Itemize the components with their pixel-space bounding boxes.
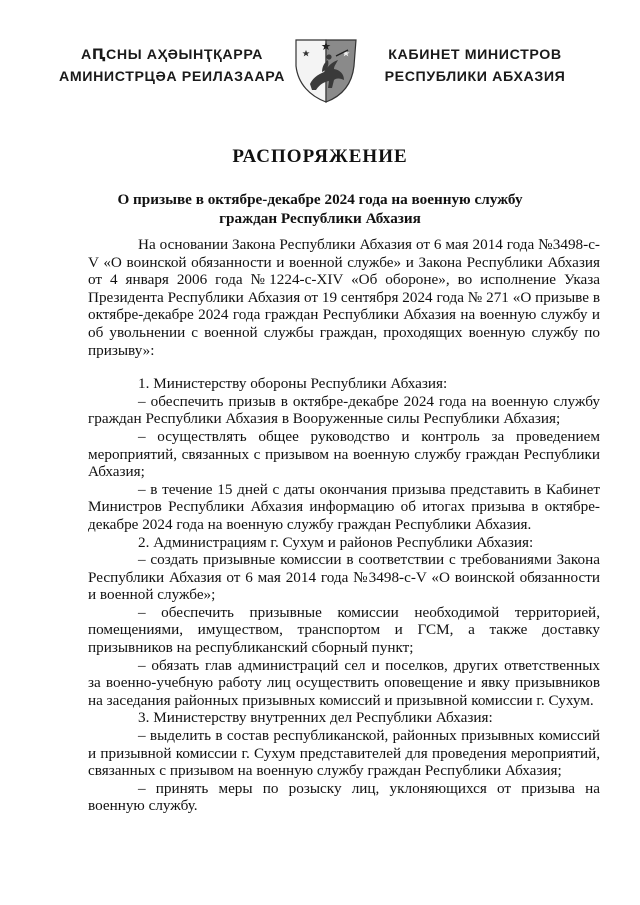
letterhead-russian xyxy=(360,44,590,88)
subject-line-1: О призыве в октябре-декабре 2024 года на военную службу xyxy=(117,191,523,208)
section-1-item-1: – обеспечить призыв в октябре-декабре 2024 года на военную службу граждан Республики Абхазия в Вооруженные силы Республики Абхазия; xyxy=(88,392,600,428)
section-1-item-2: – осуществлять общее руководство и контроль за проведением мероприятий, связанных с призывом на военную службу граждан Республики Абхазия; xyxy=(88,427,600,481)
preamble-paragraph: На основании Закона Республики Абхазия от 6 мая 2014 года №3498-с-V «О воинской обязанности и военной службе» и Закона Республики Абхазия от 4 января 2006 года №1224-с-XIV «Об обороне», во исполнение Указа Президента Республики Абхазия от 19 сентября 2024 года № 271 «О призыве в октябре-декабре 2024 года граждан Республики Абхазия на военную службу и об увольнении с военной службы граждан, проходящих военную службу по призыву»: xyxy=(88,236,600,359)
document-title: РАСПОРЯЖЕНИЕ xyxy=(232,146,408,167)
section-2-item-1: – создать призывные комиссии в соответствии с требованиями Закона Республики Абхазия от 6 мая 2014 года №3498-с-V «О воинской обязанности и военной службе»; xyxy=(88,551,600,604)
letterhead-abkhaz-line2: АМИНИСТРЦӘА РЕИЛАЗААРА xyxy=(59,69,285,85)
letterhead-abkhaz-line1: АԤСНЫ АҲӘЫНҬҚАРРА xyxy=(81,47,263,63)
section-3-heading: 3. Министерству внутренних дел Республики Абхазия: xyxy=(138,709,493,727)
letterhead-russian-line1: КАБИНЕТ МИНИСТРОВ xyxy=(388,47,562,63)
section-1-heading: 1. Министерству обороны Республики Абхазия: xyxy=(138,375,448,393)
letterhead-russian-line2: РЕСПУБЛИКИ АБХАЗИЯ xyxy=(384,69,566,85)
section-3-item-1: – выделить в состав республиканской, районных призывных комиссий и призывной комиссии г. Сухум представителей для проведения мероприятий, связанных с призывом на военную службу граждан Республики Абхазия; xyxy=(88,727,600,780)
letterhead xyxy=(0,0,640,110)
section-3-item-2: – принять меры по розыску лиц, уклоняющихся от призыва на военную службу. xyxy=(88,779,600,815)
coat-of-arms-icon xyxy=(292,36,360,108)
section-2-heading: 2. Администрациям г. Сухум и районов Республики Абхазия: xyxy=(138,533,534,551)
section-1-item-3: – в течение 15 дней с даты окончания призыва представить в Кабинет Министров Республики Абхазия информацию об итогах призыва в октябре-декабре 2024 года на военную службу граждан Республики Абхазия. xyxy=(88,480,600,533)
section-2-item-3: – обязать глав администраций сел и поселков, других ответственных за военно-учебную работу лиц осуществить оповещение и явку призывников на заседания районных призывных комиссий и призывной комиссии г. Сухум. xyxy=(88,656,600,709)
letterhead-abkhaz xyxy=(52,44,292,88)
document-subject xyxy=(90,190,550,228)
document-body xyxy=(88,236,600,815)
section-2-item-2: – обеспечить призывные комиссии необходимой территорией, помещениями, имуществом, транспортом и ГСМ, а также доставку призывников на республиканский сборный пункт; xyxy=(88,603,600,657)
subject-line-2: граждан Республики Абхазия xyxy=(219,210,421,227)
